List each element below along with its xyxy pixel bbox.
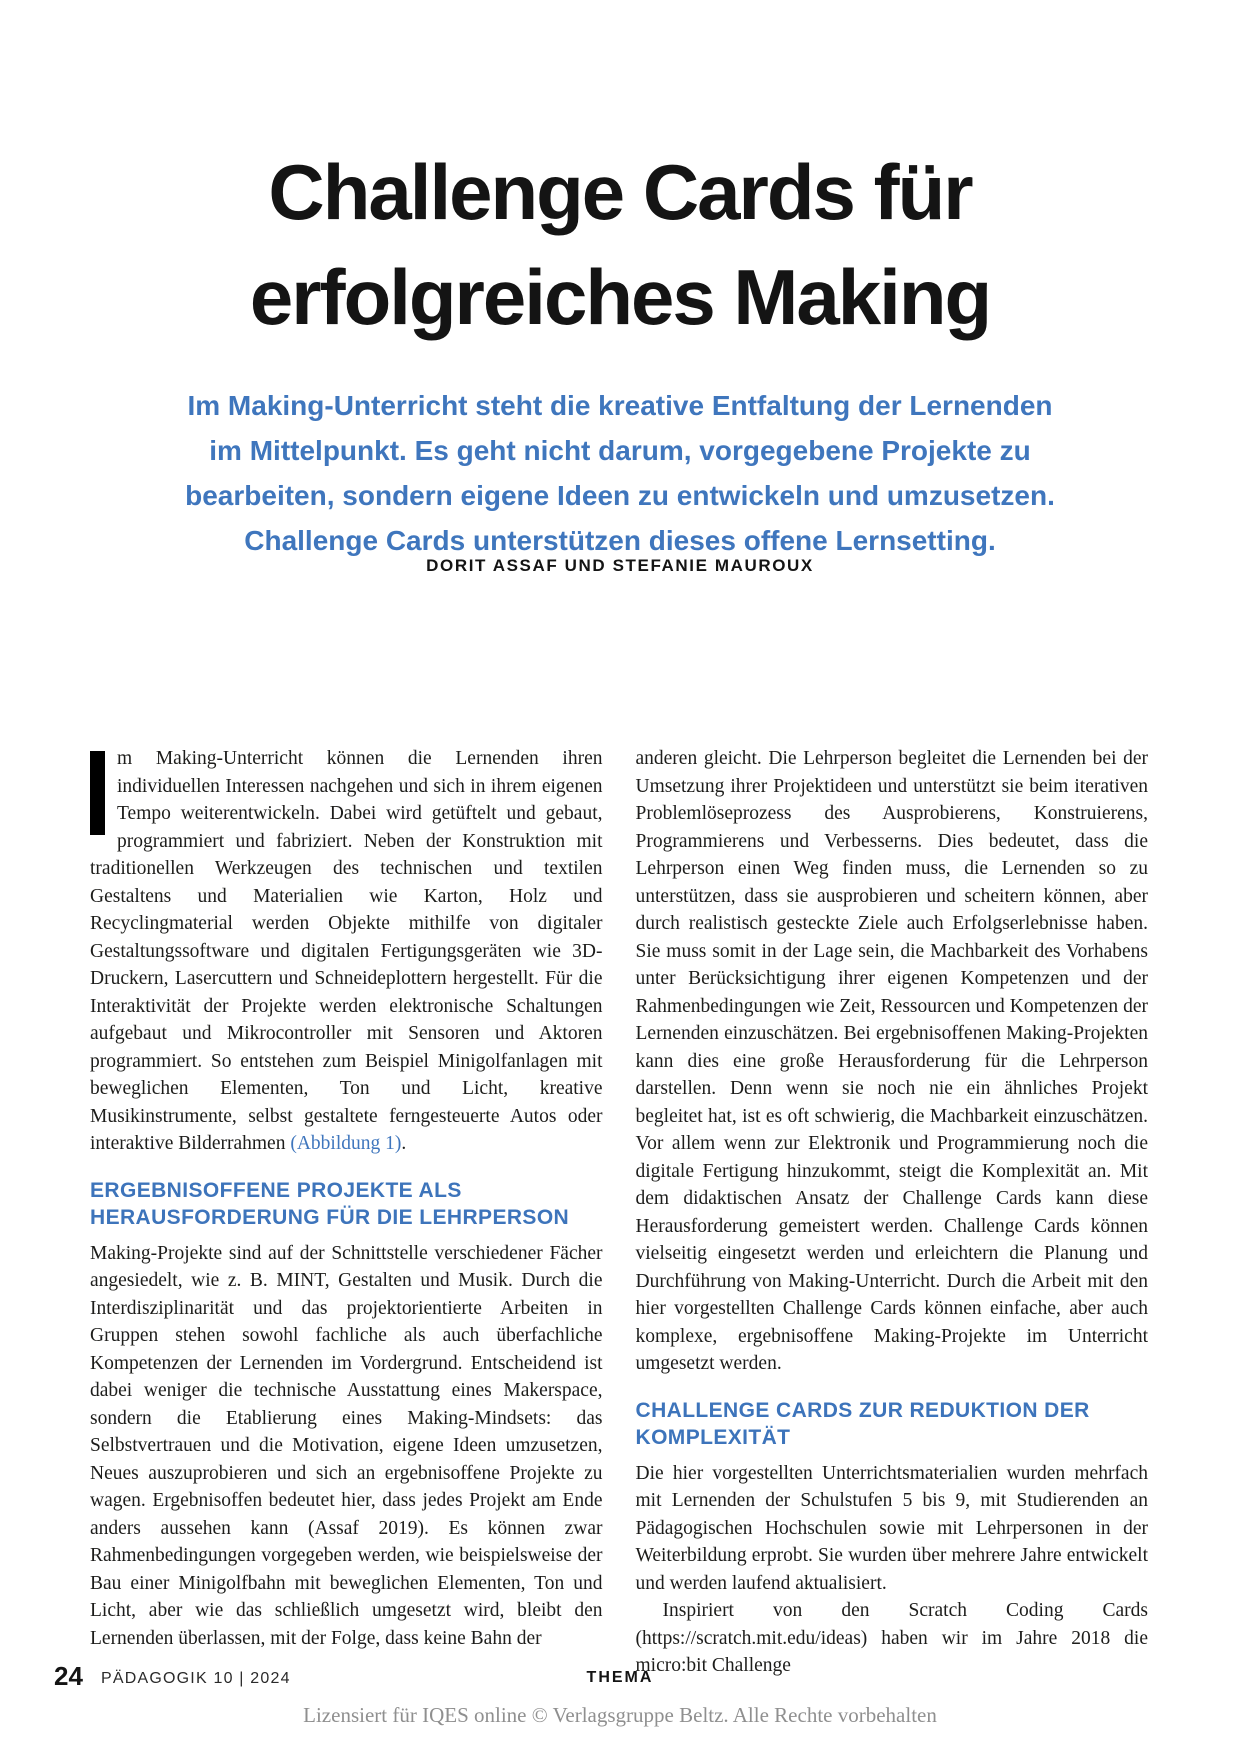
paragraph-projects-right: anderen gleicht. Die Lehrperson begleitet die Lernenden bei der Umsetzung ihrer Projektideen und unterstützt sie beim iterativen Problemlöseprozess des Ausprobierens, Konstruierens, Programmierens und Verbesserns. Dies bedeutet, dass die Lehrperson einen Weg finden muss, die Lernenden so zu unterstützen, dass sie ausprobieren und scheitern können, aber durch realistisch gesteckte Ziele auch Erfolgserlebnisse haben. Sie muss somit in der Lage sein, die Machbarkeit des Vorhabens unter Berücksichtigung ihrer eigenen Kompetenzen und der Rahmenbedingungen wie Zeit, Ressourcen und Kompetenzen der Lernenden einzuschätzen. Bei ergebnisoffenen Making-Projekten kann dies eine große Herausforderung für die Lehrperson darstellen. Denn wenn sie noch nie ein ähnliches Projekt begleitet hat, ist es oft schwierig, die Machbarkeit einzuschätzen. Vor allem wenn zur Elektronik und Programmierung noch die digitale Fertigung hinzukommt, steigt die Komplexität an. Mit dem didaktischen Ansatz der Challenge Cards kann diese Herausforderung gemeistert werden. Challenge Cards können vielseitig eingesetzt werden und erleichtern die Planung und Durchführung von Making-Unterricht. Durch die Arbeit mit den hier vorgestellten Challenge Cards können einfache, aber auch komplexe, ergebnisoffene Making-Projekte im Unterricht umgesetzt werden. — [635, 748, 1148, 1374]
page-number: 24 — [54, 1661, 83, 1691]
article-title-line2: erfolgreiches Making — [249, 253, 991, 341]
section-heading-ergebnisoffene: ERGEBNISOFFENE PROJEKTE ALS HERAUSFORDERUNG FÜR DIE LEHRPERSON — [90, 1178, 570, 1229]
paragraph-projects-left: Making-Projekte sind auf der Schnittstelle verschiedener Fächer angesiedelt, wie z. B. MINT, Gestalten und Musik. Durch die Interdisziplinarität und das projektorientierte Arbeiten in Gruppen stehen sowohl fachliche als auch überfachliche Kompetenzen der Lernenden im Vordergrund. Entscheidend ist dabei weniger die technische Ausstattung eines Makerspace, sondern die Etablierung eines Making-Mindsets: das Selbstvertrauen und die Motivation, eigene Ideen umzusetzen, Neues auszuprobieren und sich an ergebnisoffene Projekte zu wagen. Ergebnisoffen bedeutet hier, dass jedes Projekt am Ende anders aussehen kann (Assaf 2019). Es können zwar Rahmenbedingungen vorgegeben werden, wie beispielsweise der Bau einer Minigolfbahn mit beweglichen Elementen, Ton und Licht, aber wie das schließlich umgesetzt wird, bleibt den Lernenden überlassen, mit der Folge, dass keine Bahn der — [90, 1242, 603, 1649]
paragraph-materials: Die hier vorgestellten Unterrichtsmaterialien wurden mehrfach mit Lernenden der Schulstufen 5 bis 9, mit Studierenden an Pädagogischen Hochschulen sowie mit Lehrpersonen in der Weiterbildung erprobt. Sie wurden über mehrere Jahre entwickelt und werden laufend aktualisiert. — [635, 1462, 1148, 1594]
paragraph-intro-text: m Making-Unterricht können die Lernenden ihren individuellen Interessen nachgehen und sich in ihrem eigenen Tempo weiterentwickeln. Dabei wird getüftelt und gebaut, programmiert und fabriziert. Neben der Konstruktion mit traditionellen Werkzeugen des technischen und textilen Gestaltens und Materialien wie Karton, Holz und Recyclingmaterial werden Objekte mithilfe von digitaler Gestaltungssoftware und digitalen Fertigungsgeräten wie 3D-Druckern, Lasercuttern und Schneideplottern hergestellt. Für die Interaktivität der Projekte werden elektronische Schaltungen aufgebaut und Mikrocontroller mit Sensoren und Aktoren programmiert. So entstehen zum Beispiel Minigolfanlagen mit beweglichen Elementen, Ton und Licht, kreative Musikinstrumente, selbst gestaltete ferngesteuerte Autos oder interaktive Bilderrahmen — [90, 748, 603, 1154]
dropcap-letter — [90, 751, 105, 835]
figure-reference-link[interactable]: (Abbildung 1) — [290, 1133, 402, 1154]
article-lead — [0, 383, 1240, 563]
paragraph-inspired: Inspiriert von den Scratch Coding Cards (https://scratch.mit.edu/ideas) haben wir im Jahre 2018 die micro:bit Challenge — [635, 1600, 1148, 1676]
paragraph-intro — [90, 745, 603, 1158]
article-title — [0, 140, 1240, 350]
column-left — [90, 745, 603, 1680]
lead-line1: Im Making-Unterricht steht die kreative Entfaltung der Lernenden — [187, 390, 1053, 421]
lead-line4: Challenge Cards unterstützen dieses offene Lernsetting. — [244, 525, 996, 556]
section-heading-reduktion: CHALLENGE CARDS ZUR REDUKTION DER KOMPLEXITÄT — [635, 1398, 1090, 1449]
section-label: THEMA — [586, 1669, 654, 1686]
lead-line2: im Mittelpunkt. Es geht nicht darum, vorgegebene Projekte zu — [209, 435, 1031, 466]
journal-issue-label: PÄDAGOGIK 10 | 2024 — [101, 1670, 291, 1687]
article-body — [90, 745, 1148, 1680]
author-byline: DORIT ASSAF UND STEFANIE MAUROUX — [426, 556, 814, 575]
paragraph-intro-period: . — [401, 1133, 407, 1154]
license-notice: Lizensiert für IQES online © Verlagsgruppe Beltz. Alle Rechte vorbehalten — [303, 1703, 937, 1727]
column-right — [636, 745, 1149, 1680]
lead-line3: bearbeiten, sondern eigene Ideen zu entwickeln und umzusetzen. — [185, 480, 1055, 511]
article-title-line1: Challenge Cards für — [268, 148, 972, 236]
